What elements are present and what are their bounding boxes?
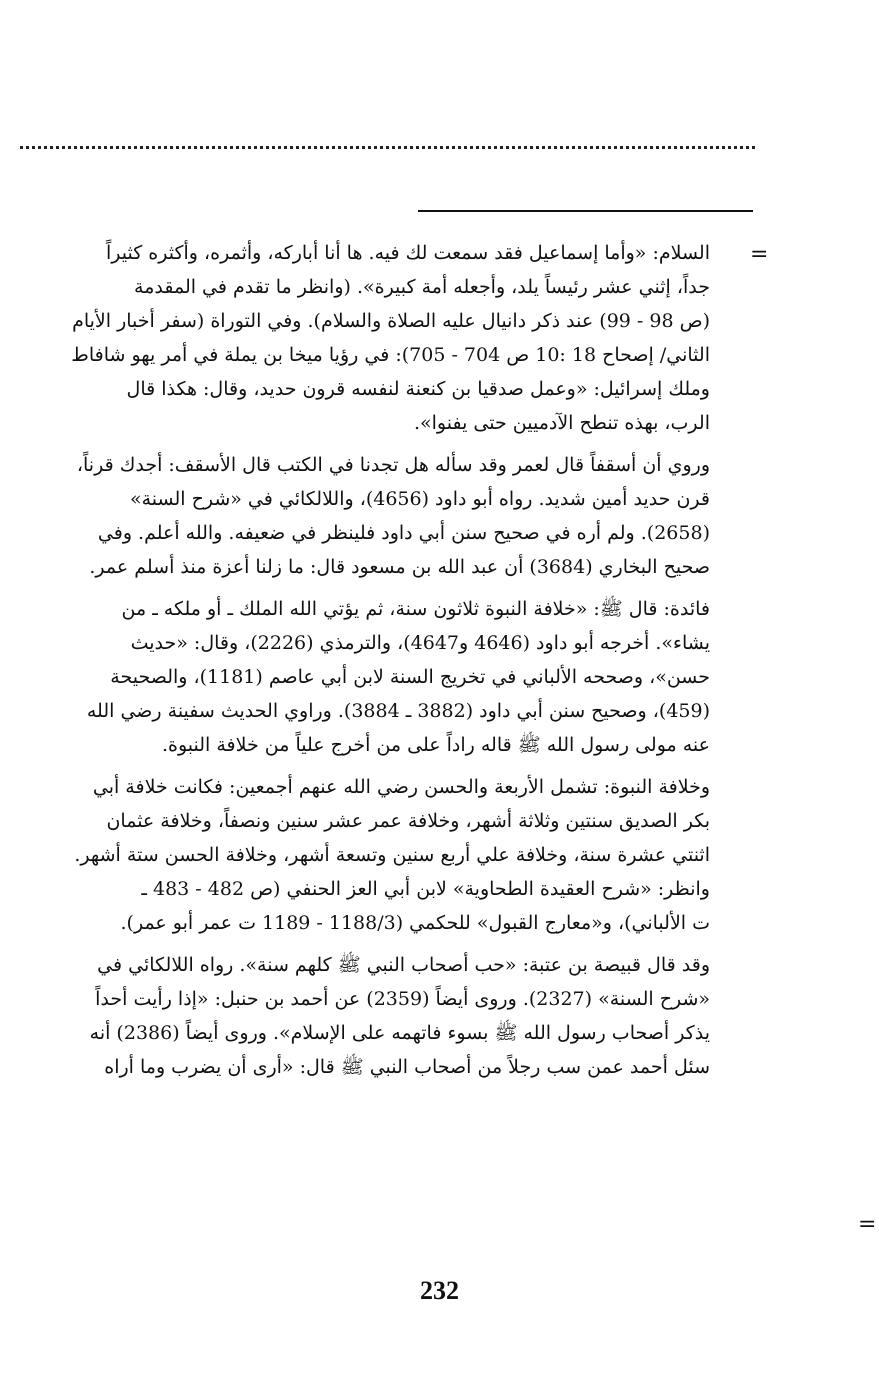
text-line: وقد قال قبيصة بن عتبة: «حب أصحاب النبي ﷺ كلهم سنة». رواه اللالكائي في [97,954,710,976]
continuation-end-marker: = [858,1212,877,1237]
text-line: اثنتي عشرة سنة، وخلافة علي أربع سنين وتسعة أشهر، وخلافة الحسن ستة أشهر. [74,844,710,866]
text-line: وخلافة النبوة: تشمل الأربعة والحسن رضي الله عنهم أجمعين: فكانت خلافة أبي [92,776,710,798]
text-line: وروي أن أسقفاً قال لعمر وقد سأله هل تجدنا في الكتب قال الأسقف: أجدك قرناً، [76,454,710,476]
text-line: يشاء». أخرجه أبو داود (4646 و4647)، والترمذي (2226)، وقال: «حديث [130,632,710,654]
text-line: فائدة: قال ﷺ: «خلافة النبوة ثلاثون سنة، ثم يؤتي الله الملك ـ أو ملكه ـ من [121,598,710,620]
footnote-paragraph [6,592,710,762]
text-line: (459)، وصحيح سنن أبي داود (3882 ـ 3884). وراوي الحديث سفينة رضي الله [86,700,710,722]
footnote-paragraph [6,236,710,440]
text-line: الرب، بهذه تنطح الآدميين حتى يفنوا». [413,412,710,434]
footnote-paragraph [6,770,710,940]
text-line: الثاني/ إصحاح 18 :10 ص 704 - 705): في رؤيا ميخا بن يملة في أمر يهو شافاط [71,344,710,366]
header-dotted-rule [20,146,755,149]
continuation-marker: = [750,242,769,267]
text-line: وملك إسرائيل: «وعمل صدقيا بن كنعنة لنفسه قرون حديد، وقال: هكذا قال [126,378,710,400]
text-line: وانظر: «شرح العقيدة الطحاوية» لابن أبي العز الحنفي (ص 482 - 483 ـ [141,878,710,900]
text-line: صحيح البخاري (3684) أن عبد الله بن مسعود قال: ما زلنا أعزة منذ أسلم عمر. [89,556,710,578]
text-line: بكر الصديق سنتين وثلاثة أشهر، وخلافة عمر عشر سنين ونصفاً، وخلافة عثمان [106,810,710,832]
text-line: عنه مولى رسول الله ﷺ قاله راداً على من أخرج علياً من خلافة النبوة. [161,734,710,756]
text-line: «شرح السنة» (2327). وروى أيضاً (2359) عن أحمد بن حنبل: «إذا رأيت أحداً [95,988,710,1010]
text-line: (2658). ولم أره في صحيح سنن أبي داود فلينظر في ضعيفه. والله أعلم. وفي [97,522,710,544]
text-line: (ص 98 - 99) عند ذكر دانيال عليه الصلاة والسلام). وفي التوراة (سفر أخبار الأيام [72,310,710,332]
text-line: يذكر أصحاب رسول الله ﷺ بسوء فاتهمه على الإسلام». وروى أيضاً (2386) أنه [89,1022,710,1044]
footnote-body [6,236,710,1092]
page-number: 232 [420,1276,459,1305]
footnote-paragraph [6,448,710,584]
text-line: جداً، إثني عشر رئيساً يلد، وأجعله أمة كبيرة». (وانظر ما تقدم في المقدمة [134,276,710,298]
text-line: السلام: «وأما إسماعيل فقد سمعت لك فيه. ها أنا أباركه، وأثمره، وأكثره كثيراً [105,242,710,264]
text-line: قرن حديد أمين شديد. رواه أبو داود (4656)، واللالكائي في «شرح السنة» [129,488,710,510]
footnote-paragraph [6,948,710,1084]
text-line: حسن»، وصححه الألباني في تخريج السنة لابن أبي عاصم (1181)، والصحيحة [110,666,710,688]
footnote-separator-rule [418,210,753,212]
text-line: ت الألباني)، و«معارج القبول» للحكمي (1188/3 - 1189 ت عمر أبو عمر). [120,912,710,934]
text-line: سئل أحمد عمن سب رجلاً من أصحاب النبي ﷺ قال: «أرى أن يضرب وما أراه [104,1056,710,1078]
